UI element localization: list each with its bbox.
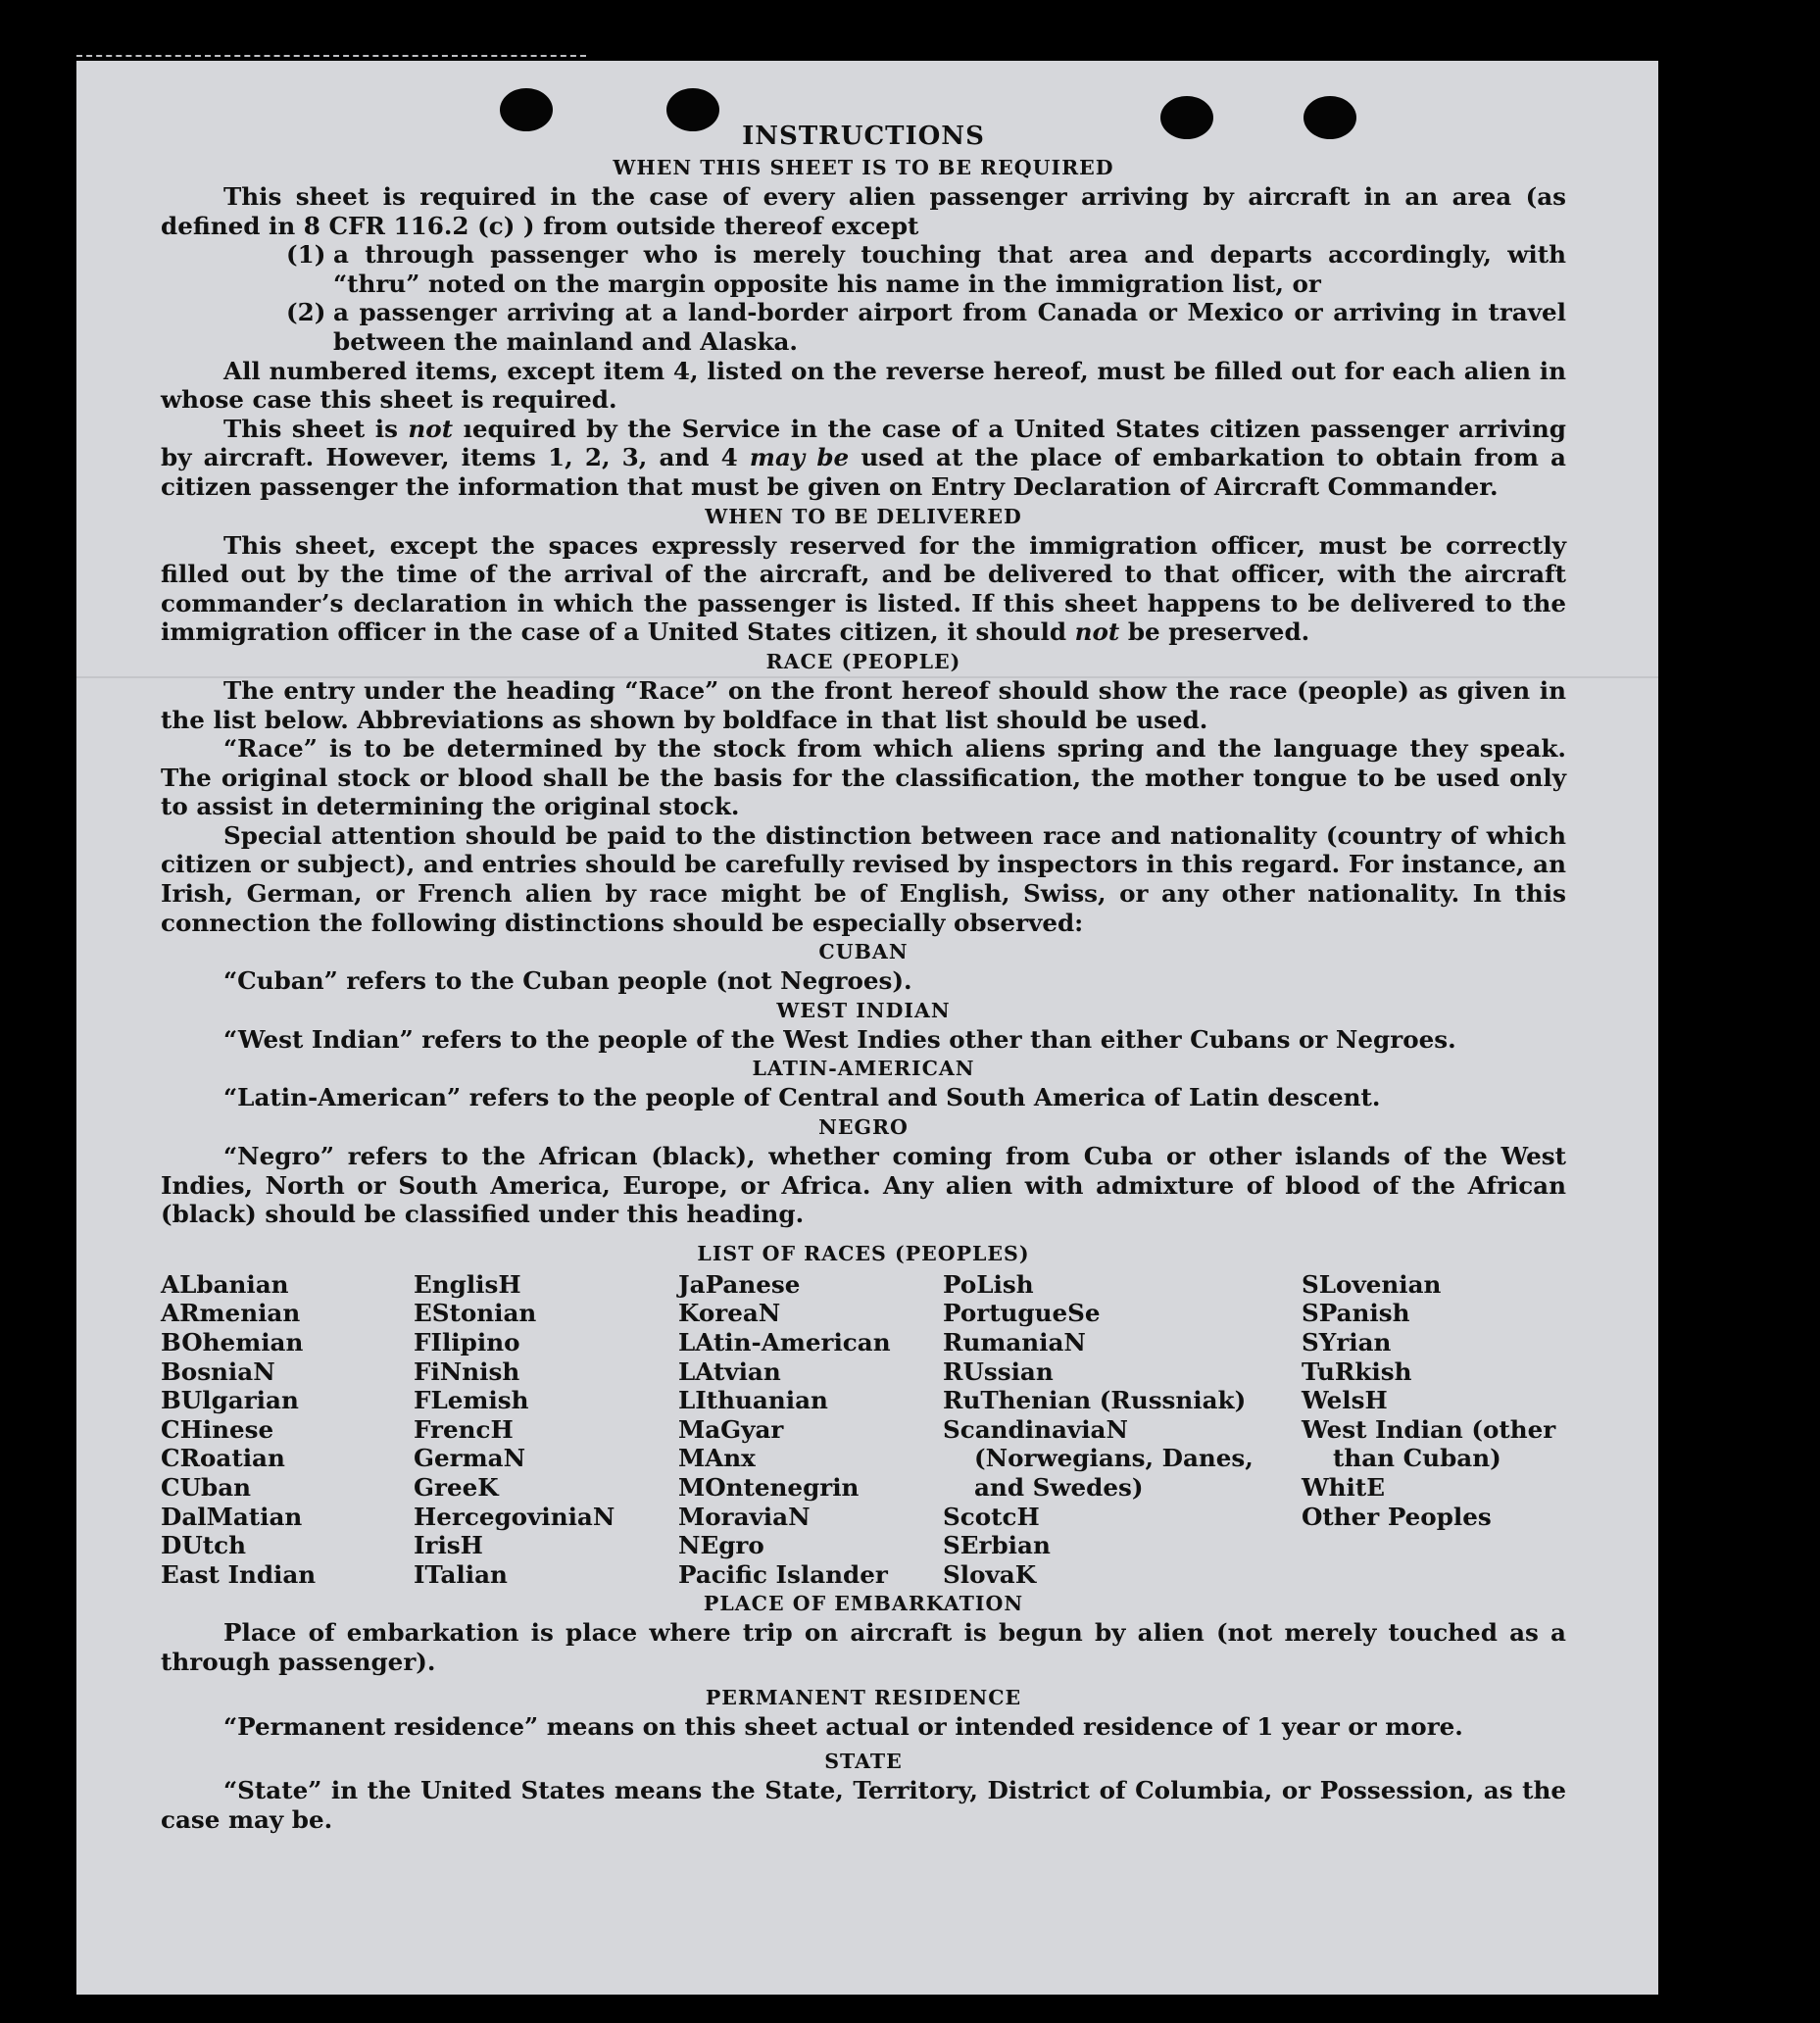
race-entry: LAtin-American xyxy=(678,1328,891,1357)
race-entry: LAtvian xyxy=(678,1357,781,1386)
race-entry: SLovenian xyxy=(1302,1269,1442,1299)
list-item-text: a through passenger who is merely touching that area and departs accordingly, with “thru” noted on the margin opposite his name in the immigration list, or xyxy=(333,240,1566,298)
paragraph xyxy=(161,531,1566,647)
race-entry: SlovaK xyxy=(943,1559,1037,1589)
race-entry: East Indian xyxy=(161,1559,317,1589)
race-entry: ARmenian xyxy=(161,1299,301,1328)
race-entry: HercegoviniaN xyxy=(414,1502,615,1531)
section-heading-embarkation: PLACE OF EMBARKATION xyxy=(703,1592,1024,1616)
race-entry: FLemish xyxy=(414,1386,529,1415)
list-item xyxy=(161,298,1566,356)
paragraph: “Cuban” refers to the Cuban people (not Negroes). xyxy=(223,966,912,996)
text-run: be preserved. xyxy=(1119,617,1310,647)
section-heading-races-list: LIST OF RACES (PEOPLES) xyxy=(697,1241,1030,1265)
race-entry: FiNnish xyxy=(414,1357,520,1386)
section-heading-negro: NEGRO xyxy=(818,1115,909,1140)
section-heading-west-indian: WEST INDIAN xyxy=(776,998,951,1022)
race-entry: MAnx xyxy=(678,1444,756,1473)
race-entry: RUssian xyxy=(943,1357,1054,1386)
race-entry: PoLish xyxy=(943,1269,1034,1299)
race-entry: CUban xyxy=(161,1472,252,1502)
section-heading-cuban: CUBAN xyxy=(818,940,909,964)
race-entry: DalMatian xyxy=(161,1502,303,1531)
races-list xyxy=(161,1270,1566,1590)
paragraph: Special attention should be paid to the distinction between race and nationality (country of which citizen or subject), and entries should be carefully revised by inspectors in this regard. For instance, an Irish, German, or French alien by race might be of English, Swiss, or any other nationality. In this connection the following distinctions should be especially observed: xyxy=(161,820,1566,937)
paragraph: “Negro” refers to the African (black), whether coming from Cuba or other islands of the West Indies, North or South America, Europe, or Africa. Any alien with admixture of blood of the African (black) should be classified under this heading. xyxy=(161,1142,1566,1229)
list-item xyxy=(161,240,1566,298)
race-entry: West Indian (other than Cuban) xyxy=(1302,1414,1556,1473)
text-run: used at the place of embarkation to obtain from a citizen passenger the information that must be given on Entry Declaration of Aircraft Commander. xyxy=(161,443,1566,501)
race-entry: GermaN xyxy=(414,1444,526,1473)
race-entry: EStonian xyxy=(414,1299,537,1328)
race-entry: RumaniaN xyxy=(943,1328,1086,1357)
race-entry: WhitE xyxy=(1302,1472,1385,1502)
race-entry: Other Peoples xyxy=(1302,1502,1492,1531)
race-entry: NEgro xyxy=(678,1531,764,1560)
races-column xyxy=(161,1270,414,1590)
race-entry: SErbian xyxy=(943,1531,1051,1560)
race-entry: ALbanian xyxy=(161,1269,289,1299)
section-heading-latin-american: LATIN-AMERICAN xyxy=(752,1057,975,1081)
race-entry: IrisH xyxy=(414,1531,483,1560)
paragraph: Place of embarkation is place where trip on aircraft is begun by alien (not merely touched as a through passenger). xyxy=(161,1618,1566,1676)
race-entry: MoraviaN xyxy=(678,1502,811,1531)
race-entry: TuRkish xyxy=(1302,1357,1412,1386)
races-column xyxy=(943,1270,1302,1590)
race-entry: Pacific Islander xyxy=(678,1559,888,1589)
list-item-text: a passenger arriving at a land-border airport from Canada or Mexico or arriving in travel between the mainland and Alaska. xyxy=(333,298,1566,356)
text-run: This sheet, except the spaces expressly reserved for the immigration officer, must be correctly filled out by the time of the arrival of the aircraft, and be delivered to that officer, with the aircraft commander’s declaration in which the passenger is listed. If this sheet happens to be delivered to the immigration officer in the case of a United States citizen, it should xyxy=(161,530,1566,647)
races-column xyxy=(1302,1270,1566,1590)
race-entry: ScandinaviaN (Norwegians, Danes, and Swedes) xyxy=(943,1414,1254,1502)
paragraph: “Permanent residence” means on this sheet actual or intended residence of 1 year or more. xyxy=(223,1711,1463,1741)
perforated-edge xyxy=(76,55,586,57)
race-entry: GreeK xyxy=(414,1472,499,1502)
section-heading-race: RACE (PEOPLE) xyxy=(765,649,961,673)
race-entry: BUlgarian xyxy=(161,1386,299,1415)
page-title: INSTRUCTIONS xyxy=(742,122,985,151)
race-entry: KoreaN xyxy=(678,1299,781,1328)
section-heading-state: STATE xyxy=(824,1750,903,1774)
section-heading-residence: PERMANENT RESIDENCE xyxy=(705,1685,1022,1709)
races-column xyxy=(414,1270,678,1590)
document-sheet xyxy=(76,61,1658,1995)
section-heading-required: WHEN THIS SHEET IS TO BE REQUIRED xyxy=(613,156,1114,179)
race-entry: ScotcH xyxy=(943,1502,1040,1531)
paragraph: This sheet is required in the case of every alien passenger arriving by aircraft in an area (as defined in 8 CFR 116.2 (c) ) from outside thereof except xyxy=(161,182,1566,240)
race-entry: MaGyar xyxy=(678,1414,784,1444)
race-entry: BOhemian xyxy=(161,1328,304,1357)
race-entry: DUtch xyxy=(161,1531,246,1560)
instructions-content xyxy=(161,120,1566,1834)
race-entry: SPanish xyxy=(1302,1299,1410,1328)
race-entry: FrencH xyxy=(414,1414,514,1444)
list-item-number: (1) xyxy=(286,240,326,270)
race-entry: SYrian xyxy=(1302,1328,1392,1357)
italic-text: may be xyxy=(749,443,850,472)
race-entry: FIlipino xyxy=(414,1328,520,1357)
paragraph: “Latin-American” refers to the people of Central and South America of Latin descent. xyxy=(223,1083,1381,1112)
race-entry: PortugueSe xyxy=(943,1299,1101,1328)
paragraph: “State” in the United States means the State, Territory, District of Columbia, or Possession, as the case may be. xyxy=(161,1776,1566,1834)
italic-text: not xyxy=(1074,617,1120,647)
italic-text: not xyxy=(408,414,454,443)
race-entry: CRoatian xyxy=(161,1444,285,1473)
race-entry: CHinese xyxy=(161,1414,274,1444)
race-entry: RuThenian (Russniak) xyxy=(943,1386,1247,1415)
text-run: This sheet is xyxy=(223,414,409,443)
race-entry: ITalian xyxy=(414,1559,508,1589)
text-run: ıequired by the Service in the case of a United States citizen passenger arriving by aircraft. However, items 1, 2, 3, and 4 xyxy=(161,414,1566,472)
race-entry: WelsH xyxy=(1302,1386,1388,1415)
race-entry: BosniaN xyxy=(161,1357,275,1386)
race-entry: LIthuanian xyxy=(678,1386,828,1415)
race-entry: JaPanese xyxy=(678,1269,801,1299)
race-entry: EnglisH xyxy=(414,1269,521,1299)
paragraph: “Race” is to be determined by the stock from which aliens spring and the language they speak. The original stock or blood shall be the basis for the classification, the mother tongue to be used only to assist in determining the original stock. xyxy=(161,734,1566,821)
paragraph xyxy=(161,415,1566,502)
list-item-number: (2) xyxy=(286,298,326,327)
paragraph: “West Indian” refers to the people of the West Indies other than either Cubans or Negroes. xyxy=(223,1024,1456,1054)
paragraph: The entry under the heading “Race” on the front hereof should show the race (people) as given in the list below. Abbreviations as shown by boldface in that list should be used. xyxy=(161,675,1566,734)
race-entry: MOntenegrin xyxy=(678,1472,860,1502)
section-heading-delivered: WHEN TO BE DELIVERED xyxy=(705,504,1022,528)
races-column xyxy=(678,1270,943,1590)
paragraph: All numbered items, except item 4, listed on the reverse hereof, must be filled out for each alien in whose case this sheet is required. xyxy=(161,356,1566,415)
